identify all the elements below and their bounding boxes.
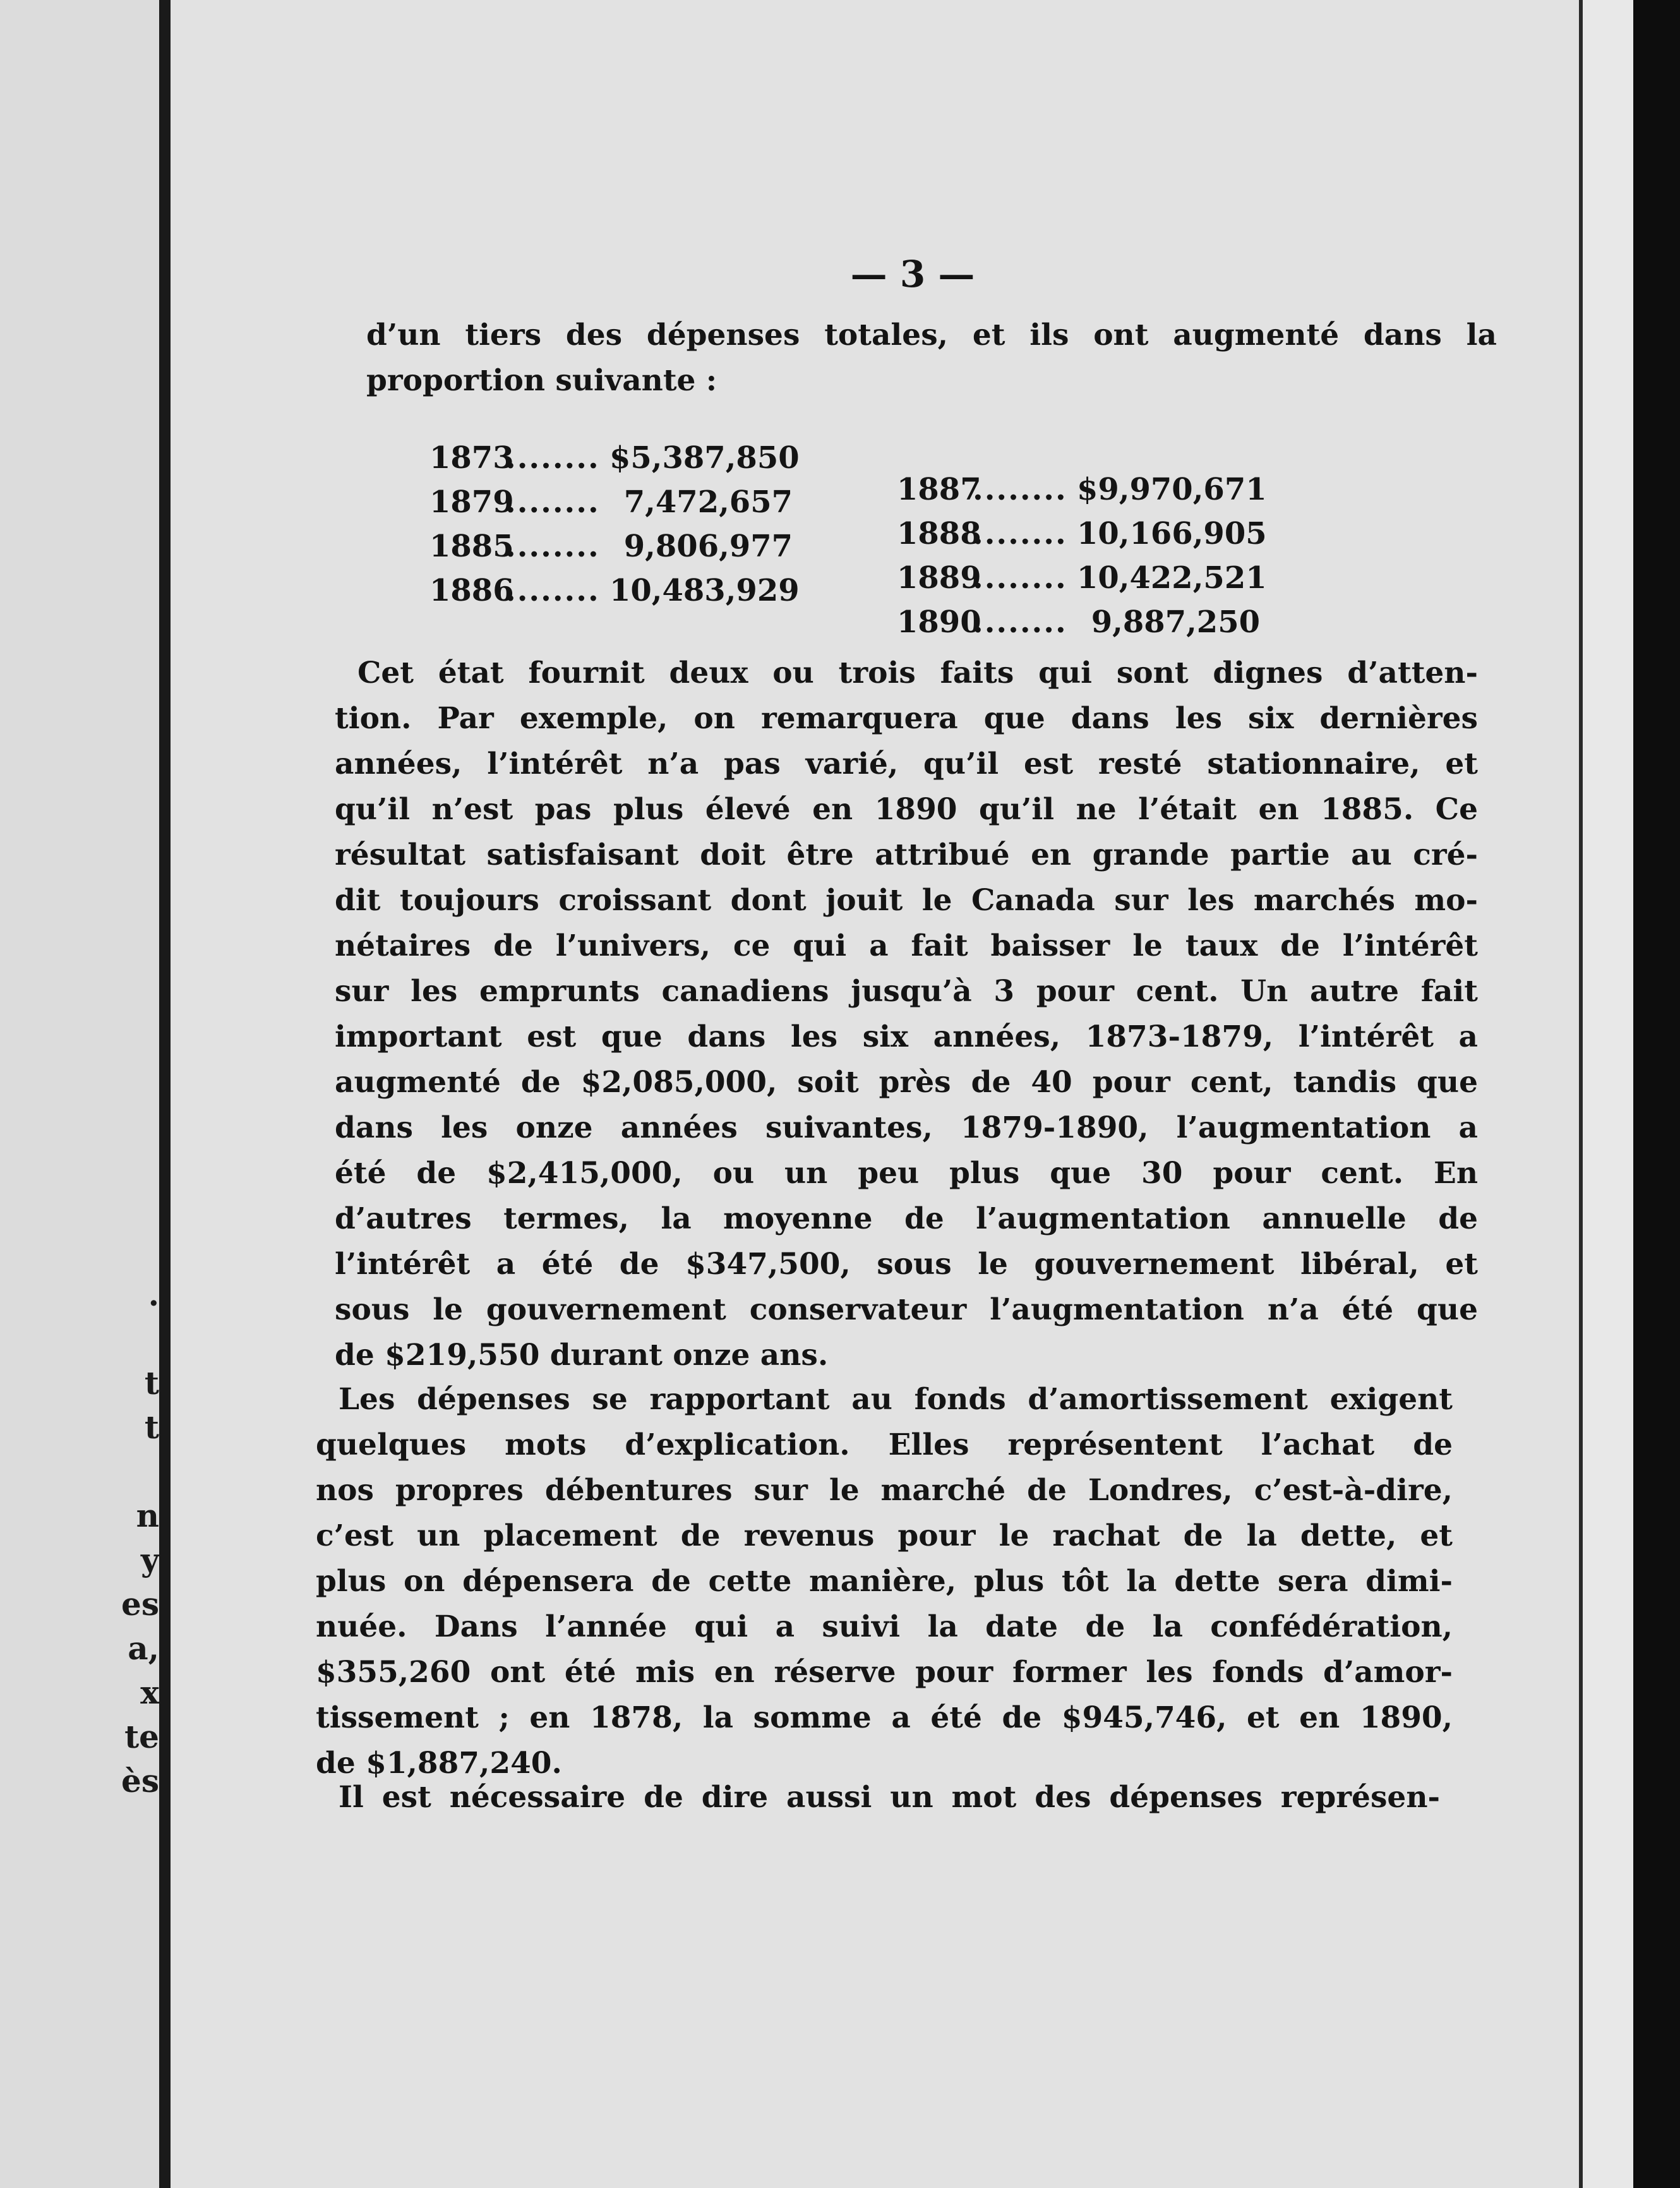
paragraph-1 <box>335 651 1478 1378</box>
table-year: 1886 <box>429 573 514 608</box>
page-edge <box>1579 0 1633 2188</box>
table-leader: ........ <box>505 484 600 520</box>
table-leader: ........ <box>973 472 1067 507</box>
table-leader: ........ <box>973 516 1067 551</box>
text-line: quelques mots d’explication. Elles représentent l’achat de <box>316 1428 1453 1462</box>
table-amount: 7,472,657 <box>623 484 793 520</box>
text-line: de $1,887,240. <box>316 1746 562 1781</box>
adjacent-left-page <box>0 0 159 2188</box>
main-page <box>171 0 1579 2188</box>
table-amount: 9,887,250 <box>1091 604 1260 640</box>
table-row <box>897 512 1267 556</box>
left-page-fragment: x <box>140 1674 159 1711</box>
text-line: $355,260 ont été mis en réserve pour former les fonds d’amor- <box>316 1655 1453 1690</box>
paragraph-3 <box>316 1775 1440 1820</box>
table-row <box>897 467 1267 512</box>
text-line: nétaires de l’univers, ce qui a fait baisser le taux de l’intérêt <box>335 929 1478 963</box>
left-page-fragment: n <box>136 1497 159 1534</box>
text-line: important est que dans les six années, 1873-1879, l’intérêt a <box>335 1019 1478 1054</box>
table-year: 1879 <box>429 484 514 520</box>
table-leader: ........ <box>505 440 600 476</box>
text-line: l’intérêt a été de $347,500, sous le gouvernement libéral, et <box>335 1247 1478 1282</box>
text-line: années, l’intérêt n’a pas varié, qu’il est resté stationnaire, et <box>335 747 1478 781</box>
left-page-fragment: ès <box>121 1762 159 1800</box>
table-year: 1890 <box>897 604 981 640</box>
table-amount: $5,387,850 <box>609 440 800 476</box>
table-row <box>429 480 793 524</box>
table-year: 1888 <box>897 516 981 551</box>
text-line: augmenté de $2,085,000, soit près de 40 pour cent, tandis que <box>335 1065 1478 1100</box>
text-line: nos propres débentures sur le marché de Londres, c’est-à-dire, <box>316 1473 1453 1508</box>
table-leader: ........ <box>505 529 600 564</box>
table-amount: 10,483,929 <box>609 573 800 608</box>
book-gutter <box>159 0 171 2188</box>
text-line: dit toujours croissant dont jouit le Canada sur les marchés mo- <box>335 883 1478 918</box>
table-amount: 9,806,977 <box>623 529 793 564</box>
text-line: proportion suivante : <box>366 363 717 398</box>
table-year: 1889 <box>897 560 981 596</box>
text-line: résultat satisfaisant doit être attribué en grande partie au cré- <box>335 838 1478 872</box>
text-line: Il est nécessaire de dire aussi un mot des dépenses représen- <box>339 1780 1440 1815</box>
table-amount: 10,422,521 <box>1077 560 1267 596</box>
table-row <box>897 600 1260 644</box>
table-leader: ........ <box>505 573 600 608</box>
table-amount: 10,166,905 <box>1077 516 1267 551</box>
text-line: sur les emprunts canadiens jusqu’à 3 pour cent. Un autre fait <box>335 974 1478 1009</box>
left-page-fragment: es <box>121 1585 159 1623</box>
interest-table-left <box>429 436 800 613</box>
text-line: dans les onze années suivantes, 1879-1890, l’augmentation a <box>335 1110 1478 1145</box>
left-page-fragment: y <box>140 1541 159 1578</box>
text-line: qu’il n’est pas plus élevé en 1890 qu’il ne l’était en 1885. Ce <box>335 792 1478 827</box>
table-row <box>429 524 793 568</box>
text-line: Cet état fournit deux ou trois faits qui sont dignes d’atten- <box>357 656 1478 690</box>
left-page-fragment: te <box>124 1718 159 1755</box>
text-line: été de $2,415,000, ou un peu plus que 30 pour cent. En <box>335 1156 1478 1191</box>
scan-background <box>1633 0 1680 2188</box>
left-page-fragment: t <box>144 1364 159 1402</box>
table-row <box>897 556 1267 600</box>
page-number: — 3 — <box>850 253 975 296</box>
paragraph-2 <box>316 1377 1453 1786</box>
table-amount: $9,970,671 <box>1077 472 1267 507</box>
text-line: c’est un placement de revenus pour le rachat de la dette, et <box>316 1518 1453 1553</box>
left-page-fragment: . <box>148 1276 159 1313</box>
table-row <box>429 436 800 480</box>
table-year: 1887 <box>897 472 981 507</box>
text-line: sous le gouvernement conservateur l’augmentation n’a été que <box>335 1292 1478 1327</box>
text-line: nuée. Dans l’année qui a suivi la date de la confédération, <box>316 1609 1453 1644</box>
table-leader: ........ <box>973 560 1067 596</box>
text-line: tion. Par exemple, on remarquera que dans les six dernières <box>335 701 1478 736</box>
text-line: Les dépenses se rapportant au fonds d’amortissement exigent <box>339 1382 1453 1417</box>
table-leader: ........ <box>973 604 1067 640</box>
table-row <box>429 568 800 613</box>
intro-text <box>366 313 1497 404</box>
left-page-fragment: t <box>144 1409 159 1446</box>
table-year: 1885 <box>429 529 514 564</box>
text-line: de $219,550 durant onze ans. <box>335 1338 829 1373</box>
text-line: plus on dépensera de cette manière, plus tôt la dette sera dimi- <box>316 1564 1453 1599</box>
text-line: tissement ; en 1878, la somme a été de $945,746, et en 1890, <box>316 1700 1453 1735</box>
interest-table-right <box>897 467 1267 644</box>
text-line: d’un tiers des dépenses totales, et ils ont augmenté dans la <box>366 318 1497 352</box>
text-line: d’autres termes, la moyenne de l’augmentation annuelle de <box>335 1201 1478 1236</box>
left-page-fragment: a, <box>128 1630 159 1667</box>
table-year: 1873 <box>429 440 514 476</box>
